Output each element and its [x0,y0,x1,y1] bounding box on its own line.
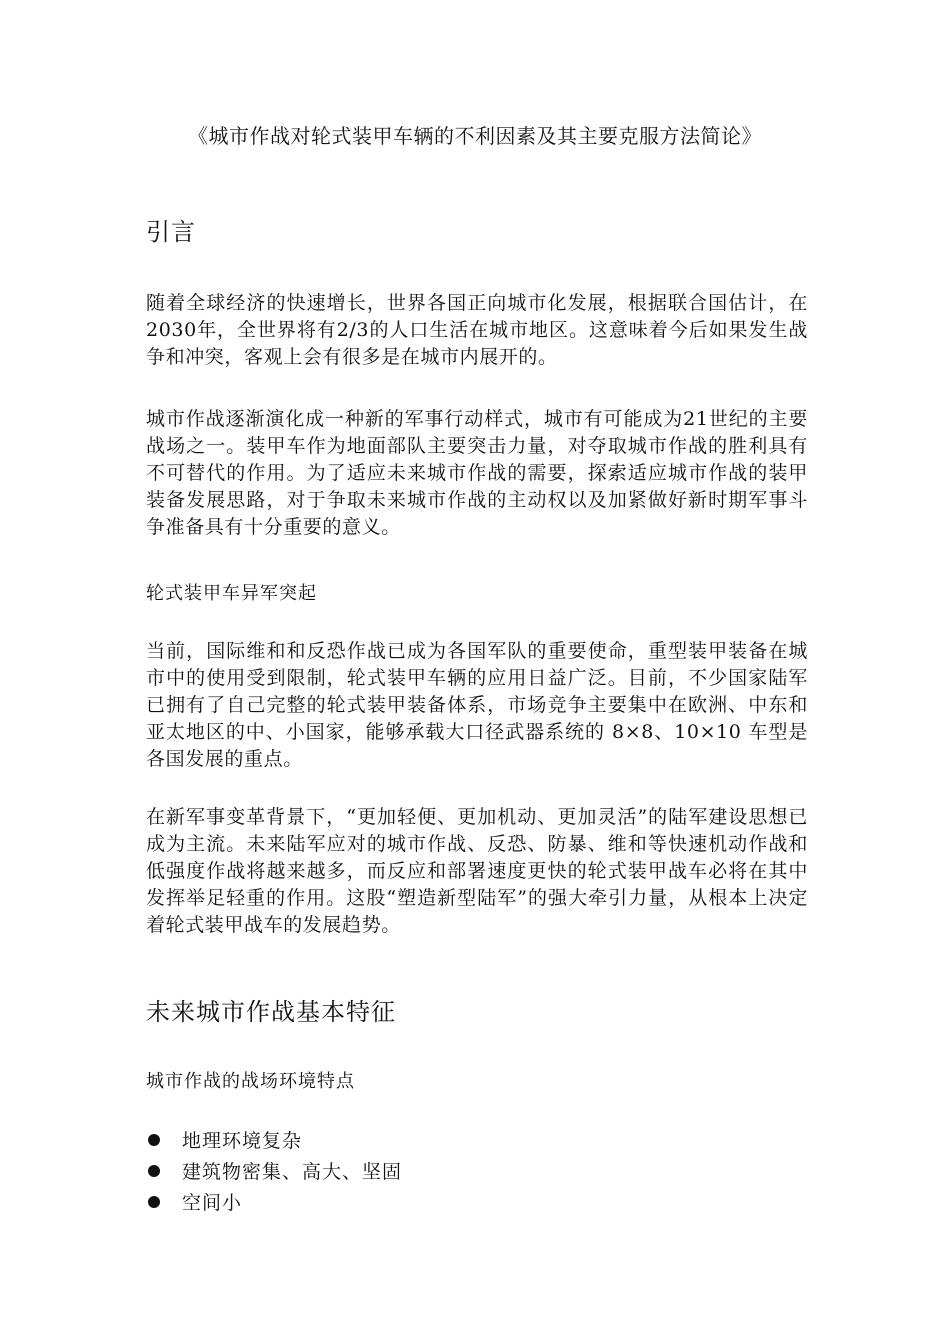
paragraph-intro-2: 城市作战逐渐演化成一种新的军事行动样式，城市有可能成为21世纪的主要战场之一。装甲车作为地面部队主要突击力量，对夺取城市作战的胜利具有不可替代的作用。为了适应未来城市作战的需要，探索适应城市作战的装甲装备发展思路，对于争取未来城市作战的主动权以及加紧做好新时期军事斗争准备具有十分重要的意义。 [146,408,808,538]
bullet-icon [148,1134,160,1146]
list-item [146,1124,402,1155]
list-item [146,1186,402,1217]
section-heading-future: 未来城市作战基本特征 [146,998,396,1026]
bullet-icon [148,1165,160,1177]
environment-bullet-list [146,1124,402,1217]
bullet-icon [148,1196,160,1208]
paragraph-wheeled-1: 当前，国际维和和反恐作战已成为各国军队的重要使命，重型装甲装备在城市中的使用受到限制，轮式装甲车辆的应用日益广泛。目前，不少国家陆军已拥有了自己完整的轮式装甲装备体系，市场竞争主要集中在欧洲、中东和亚太地区的中、小国家，能够承载大口径武器系统的 8×8、10×10 车型是各国发展的重点。 [146,640,808,770]
subsection-heading-environment: 城市作战的战场环境特点 [146,1071,355,1092]
list-item-text: 建筑物密集、高大、坚固 [182,1161,403,1183]
paragraph-wheeled-2: 在新军事变革背景下，“更加轻便、更加机动、更加灵活”的陆军建设思想已成为主流。未来陆军应对的城市作战、反恐、防暴、维和等快速机动作战和低强度作战将越来越多，而反应和部署速度更快的轮式装甲战车必将在其中发挥举足轻重的作用。这股“塑造新型陆军”的强大牵引力量，从根本上决定着轮式装甲战车的发展趋势。 [146,806,808,936]
list-item [146,1155,402,1186]
list-item-text: 地理环境复杂 [182,1130,303,1152]
paragraph-intro-1: 随着全球经济的快速增长，世界各国正向城市化发展，根据联合国估计，在2030年，全世界将有2/3的人口生活在城市地区。这意味着今后如果发生战争和冲突，客观上会有很多是在城市内展开的。 [146,292,808,368]
list-item-text: 空间小 [182,1192,243,1214]
section-heading-wheeled: 轮式装甲车异军突起 [146,583,317,604]
document-title: 《城市作战对轮式装甲车辆的不利因素及其主要克服方法简论》 [188,124,762,148]
section-heading-intro: 引言 [146,218,196,246]
